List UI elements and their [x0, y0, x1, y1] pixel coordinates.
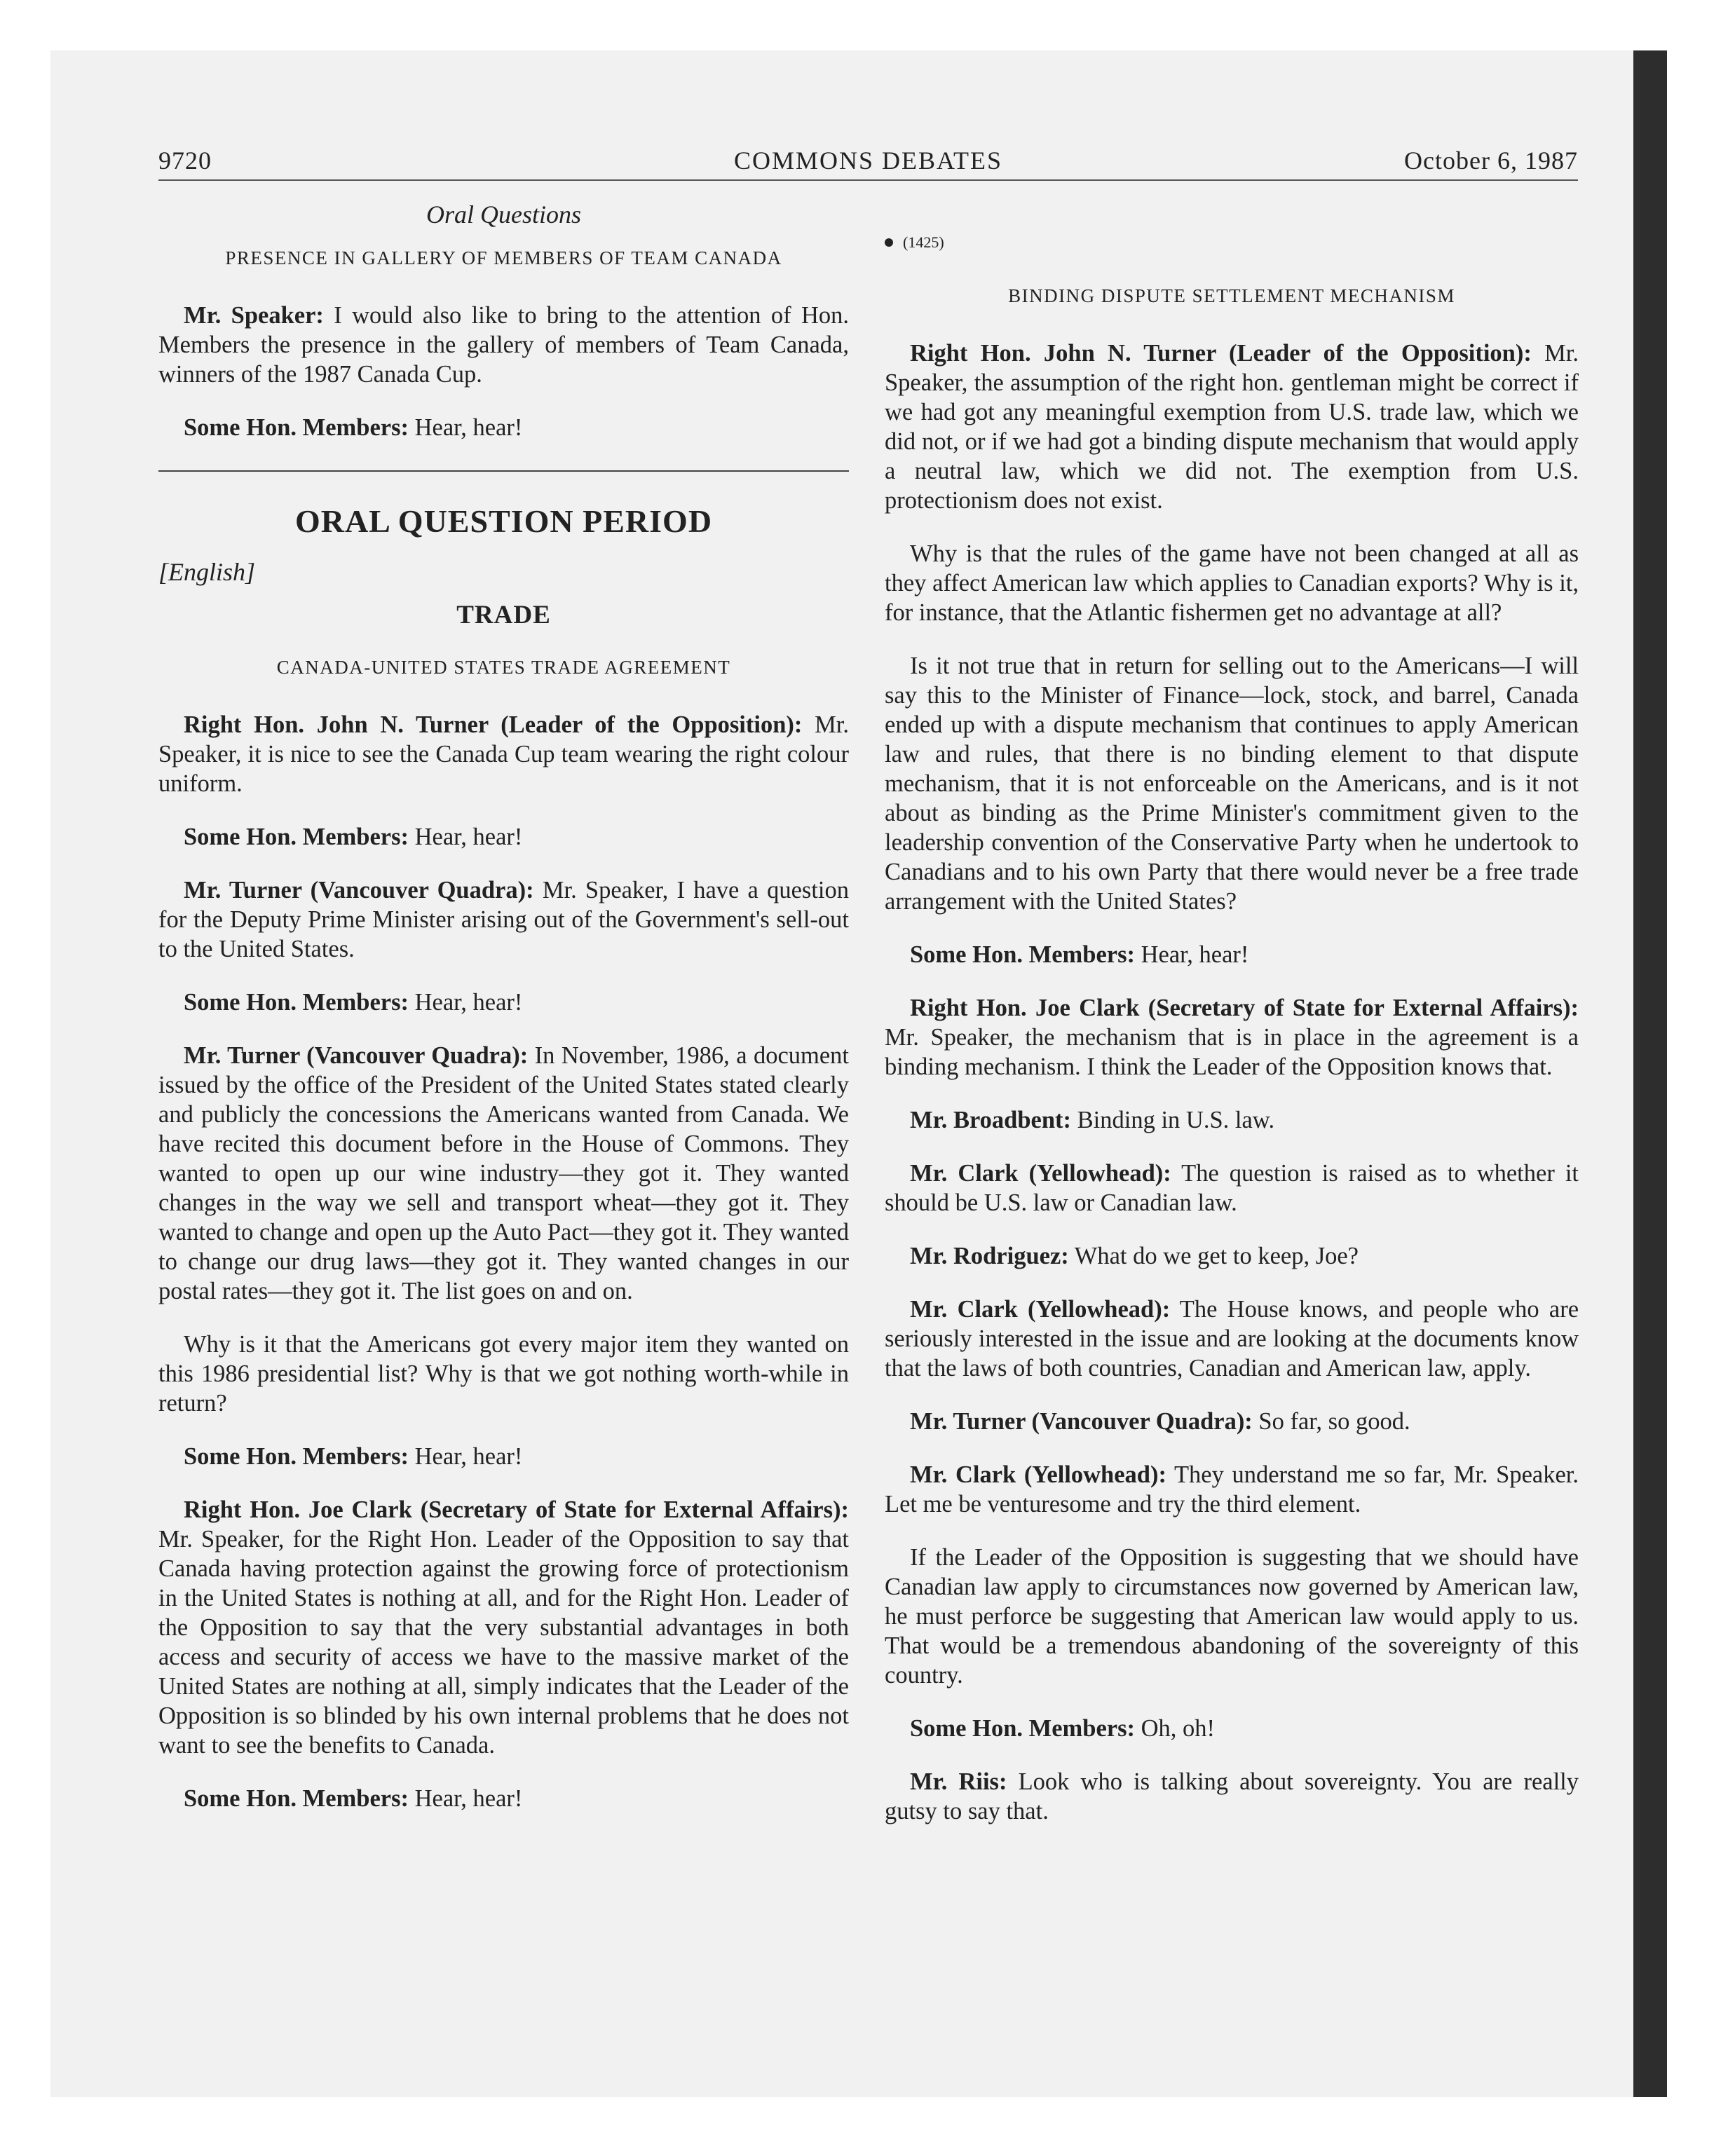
- speech-text: Mr. Speaker, for the Right Hon. Leader of the Opposition to say that Canada having protection against the growing force of protectionism in the United States is nothing at all, and for the Right Hon. Leader of the Opposition to say that the very substantial advantages in both access and security of access we have to the massive market of the United States are nothing at all, simply indicates that the Leader of the Opposition is so blinded by his own internal problems that he does not want to see the benefits to Canada.: [158, 1526, 849, 1759]
- speech-text: Hear, hear!: [408, 989, 523, 1016]
- speech-paragraph: [158, 822, 849, 852]
- speaker-name: Some Hon. Members:: [184, 989, 409, 1016]
- publication-date: October 6, 1987: [1404, 146, 1578, 175]
- speaker-name: Some Hon. Members:: [910, 941, 1135, 968]
- speaker-name: Some Hon. Members:: [184, 824, 409, 850]
- speech-text: I would also like to bring to the attention of Hon. Members the presence in the gallery of members of Team Canada, winners of the 1987 Canada Cup.: [158, 302, 850, 388]
- speech-text: Mr. Speaker, the assumption of the right hon. gentleman might be correct if we had got any meaningful exemption from U.S. trade law, which we did not, or if we had got a binding dispute mechanism that would apply a neutral law, which we did not. The exemption from U.S. protectionism does not exist.: [885, 340, 1579, 514]
- speech-text: Mr. Speaker, it is nice to see the Canada Cup team wearing the right colour uniform.: [158, 711, 850, 797]
- speaker-name: Mr. Clark (Yellowhead):: [910, 1296, 1171, 1323]
- speech-paragraph: [885, 1767, 1579, 1826]
- speech-paragraph: [158, 1442, 849, 1471]
- speech-text: They understand me so far, Mr. Speaker. Let me be venturesome and try the third element.: [885, 1461, 1579, 1517]
- speech-paragraph: [158, 1784, 849, 1813]
- speech-paragraph: [158, 413, 849, 442]
- publication-title: COMMONS DEBATES: [733, 146, 1003, 175]
- speaker-name: Mr. Riis:: [910, 1768, 1007, 1795]
- major-heading: ORAL QUESTION PERIOD: [294, 503, 713, 539]
- speech-text: Hear, hear!: [408, 1785, 523, 1812]
- speech-paragraph: Is it not true that in return for selling out to the Americans—I will say this to the Minister of Finance—lock, stock, and barrel, Canada ended up with a dispute mechanism that continues to apply American law and rules, that there is no binding element to that dispute mechanism, that it is not enforceable on the Americans, and is it not about as binding as the Prime Minister's commitment given to the leadership convention of the Conservative Party when he undertook to Canadians and to his own Party that there would never be a free trade arrangement with the United States?: [885, 653, 1579, 915]
- time-stamp: (1425): [903, 233, 944, 251]
- speech-paragraph: [885, 1407, 1579, 1436]
- speech-paragraph: Why is that the rules of the game have not been changed at all as they affect American law which applies to Canadian exports? Why is it, for instance, that the Atlantic fishermen get no advantage at all?: [885, 540, 1579, 626]
- speech-paragraph: [158, 1041, 849, 1306]
- speaker-name: Some Hon. Members:: [910, 1715, 1135, 1742]
- language-marker: [English]: [158, 558, 256, 586]
- speech-paragraph: [885, 1159, 1579, 1217]
- speech-text: Mr. Speaker, I have a question for the Deputy Prime Minister arising out of the Government's sell-out to the United States.: [158, 877, 849, 962]
- speech-paragraph: [885, 993, 1579, 1082]
- left-column: [158, 200, 849, 1837]
- speech-paragraph: [885, 1714, 1579, 1743]
- speech-paragraph: Why is it that the Americans got every major item they wanted on this 1986 presidential list? Why is that we got nothing worth-while in return?: [158, 1331, 849, 1417]
- speech-paragraph: [158, 710, 849, 798]
- speaker-name: Some Hon. Members:: [184, 1443, 409, 1470]
- topic-heading: BINDING DISPUTE SETTLEMENT MECHANISM: [1008, 285, 1455, 306]
- speech-paragraph: [158, 875, 849, 964]
- speech-paragraph: [158, 988, 849, 1017]
- speech-paragraph: [885, 1105, 1579, 1135]
- speaker-name: Mr. Turner (Vancouver Quadra):: [910, 1408, 1253, 1435]
- speech-text: Oh, oh!: [1134, 1715, 1216, 1742]
- speech-text: In November, 1986, a document issued by the office of the President of the United States stated clearly and publicly the concessions the Americans wanted from Canada. We have recited this document before in the House of Commons. They wanted to open up our wine industry—they got it. They wanted changes in the way we sell and transport wheat—they got it. They wanted to change and open up the Auto Pact—they got it. They wanted to change our drug laws—they got it. They wanted changes in our postal rates—they got it. The list goes on and on.: [158, 1042, 849, 1304]
- speaker-name: Some Hon. Members:: [184, 414, 409, 441]
- speaker-name: Right Hon. Joe Clark (Secretary of State for External Affairs):: [184, 1496, 849, 1523]
- speaker-name: Right Hon. John N. Turner (Leader of the Opposition):: [910, 340, 1532, 367]
- speech-paragraph: If the Leader of the Opposition is suggesting that we should have Canadian law apply to circumstances now governed by American law, he must perforce be suggesting that American law would apply to us. That would be a tremendous abandoning of the sovereignty of this country.: [885, 1544, 1579, 1688]
- speech-text: What do we get to keep, Joe?: [1068, 1243, 1359, 1269]
- speaker-name: Mr. Broadbent:: [910, 1107, 1072, 1133]
- right-column: [885, 200, 1579, 1850]
- speaker-name: Mr. Speaker:: [184, 302, 324, 329]
- speaker-name: Mr. Clark (Yellowhead):: [910, 1461, 1166, 1488]
- time-marker: [885, 228, 1579, 257]
- scan-edge-bar: [1633, 50, 1667, 2097]
- speech-paragraph: [158, 1495, 849, 1760]
- speech-paragraph: [885, 1295, 1579, 1383]
- speaker-name: Right Hon. Joe Clark (Secretary of State for External Affairs):: [910, 995, 1579, 1021]
- section-divider: [158, 470, 849, 472]
- speech-text: So far, so good.: [1252, 1408, 1410, 1435]
- speech-text: Hear, hear!: [408, 824, 523, 850]
- speech-text: Hear, hear!: [1134, 941, 1249, 968]
- speaker-name: Mr. Turner (Vancouver Quadra):: [184, 1042, 529, 1069]
- topic-heading: CANADA-UNITED STATES TRADE AGREEMENT: [276, 657, 731, 678]
- speech-text: The House knows, and people who are seriously interested in the issue and are looking at the documents know that the laws of both countries, Canadian and American law, apply.: [885, 1296, 1579, 1381]
- speech-text: Hear, hear!: [408, 414, 523, 441]
- page-number: 9720: [158, 146, 212, 175]
- speech-paragraph: [885, 339, 1579, 515]
- speaker-name: Right Hon. John N. Turner (Leader of the Opposition):: [184, 711, 803, 738]
- running-header: [158, 143, 1578, 181]
- speech-paragraph: [158, 301, 849, 389]
- presence-heading: PRESENCE IN GALLERY OF MEMBERS OF TEAM CANADA: [225, 247, 782, 268]
- speaker-name: Mr. Rodriguez:: [910, 1243, 1069, 1269]
- speech-text: Mr. Speaker, the mechanism that is in place in the agreement is a binding mechanism. I think the Leader of the Opposition knows that.: [885, 1024, 1579, 1080]
- speech-text: The question is raised as to whether it should be U.S. law or Canadian law.: [885, 1160, 1579, 1216]
- speech-text: Look who is talking about sovereignty. You are really gutsy to say that.: [885, 1768, 1579, 1824]
- bullet-icon: [885, 238, 893, 247]
- speaker-name: Mr. Turner (Vancouver Quadra):: [184, 877, 534, 903]
- speaker-name: Mr. Clark (Yellowhead):: [910, 1160, 1171, 1187]
- speech-paragraph: [885, 1460, 1579, 1519]
- speech-paragraph: [885, 940, 1579, 969]
- subject-heading: TRADE: [456, 601, 551, 629]
- section-label: Oral Questions: [426, 200, 581, 228]
- speech-text: Hear, hear!: [408, 1443, 523, 1470]
- speech-text: Binding in U.S. law.: [1071, 1107, 1275, 1133]
- speaker-name: Some Hon. Members:: [184, 1785, 409, 1812]
- speech-paragraph: [885, 1241, 1579, 1271]
